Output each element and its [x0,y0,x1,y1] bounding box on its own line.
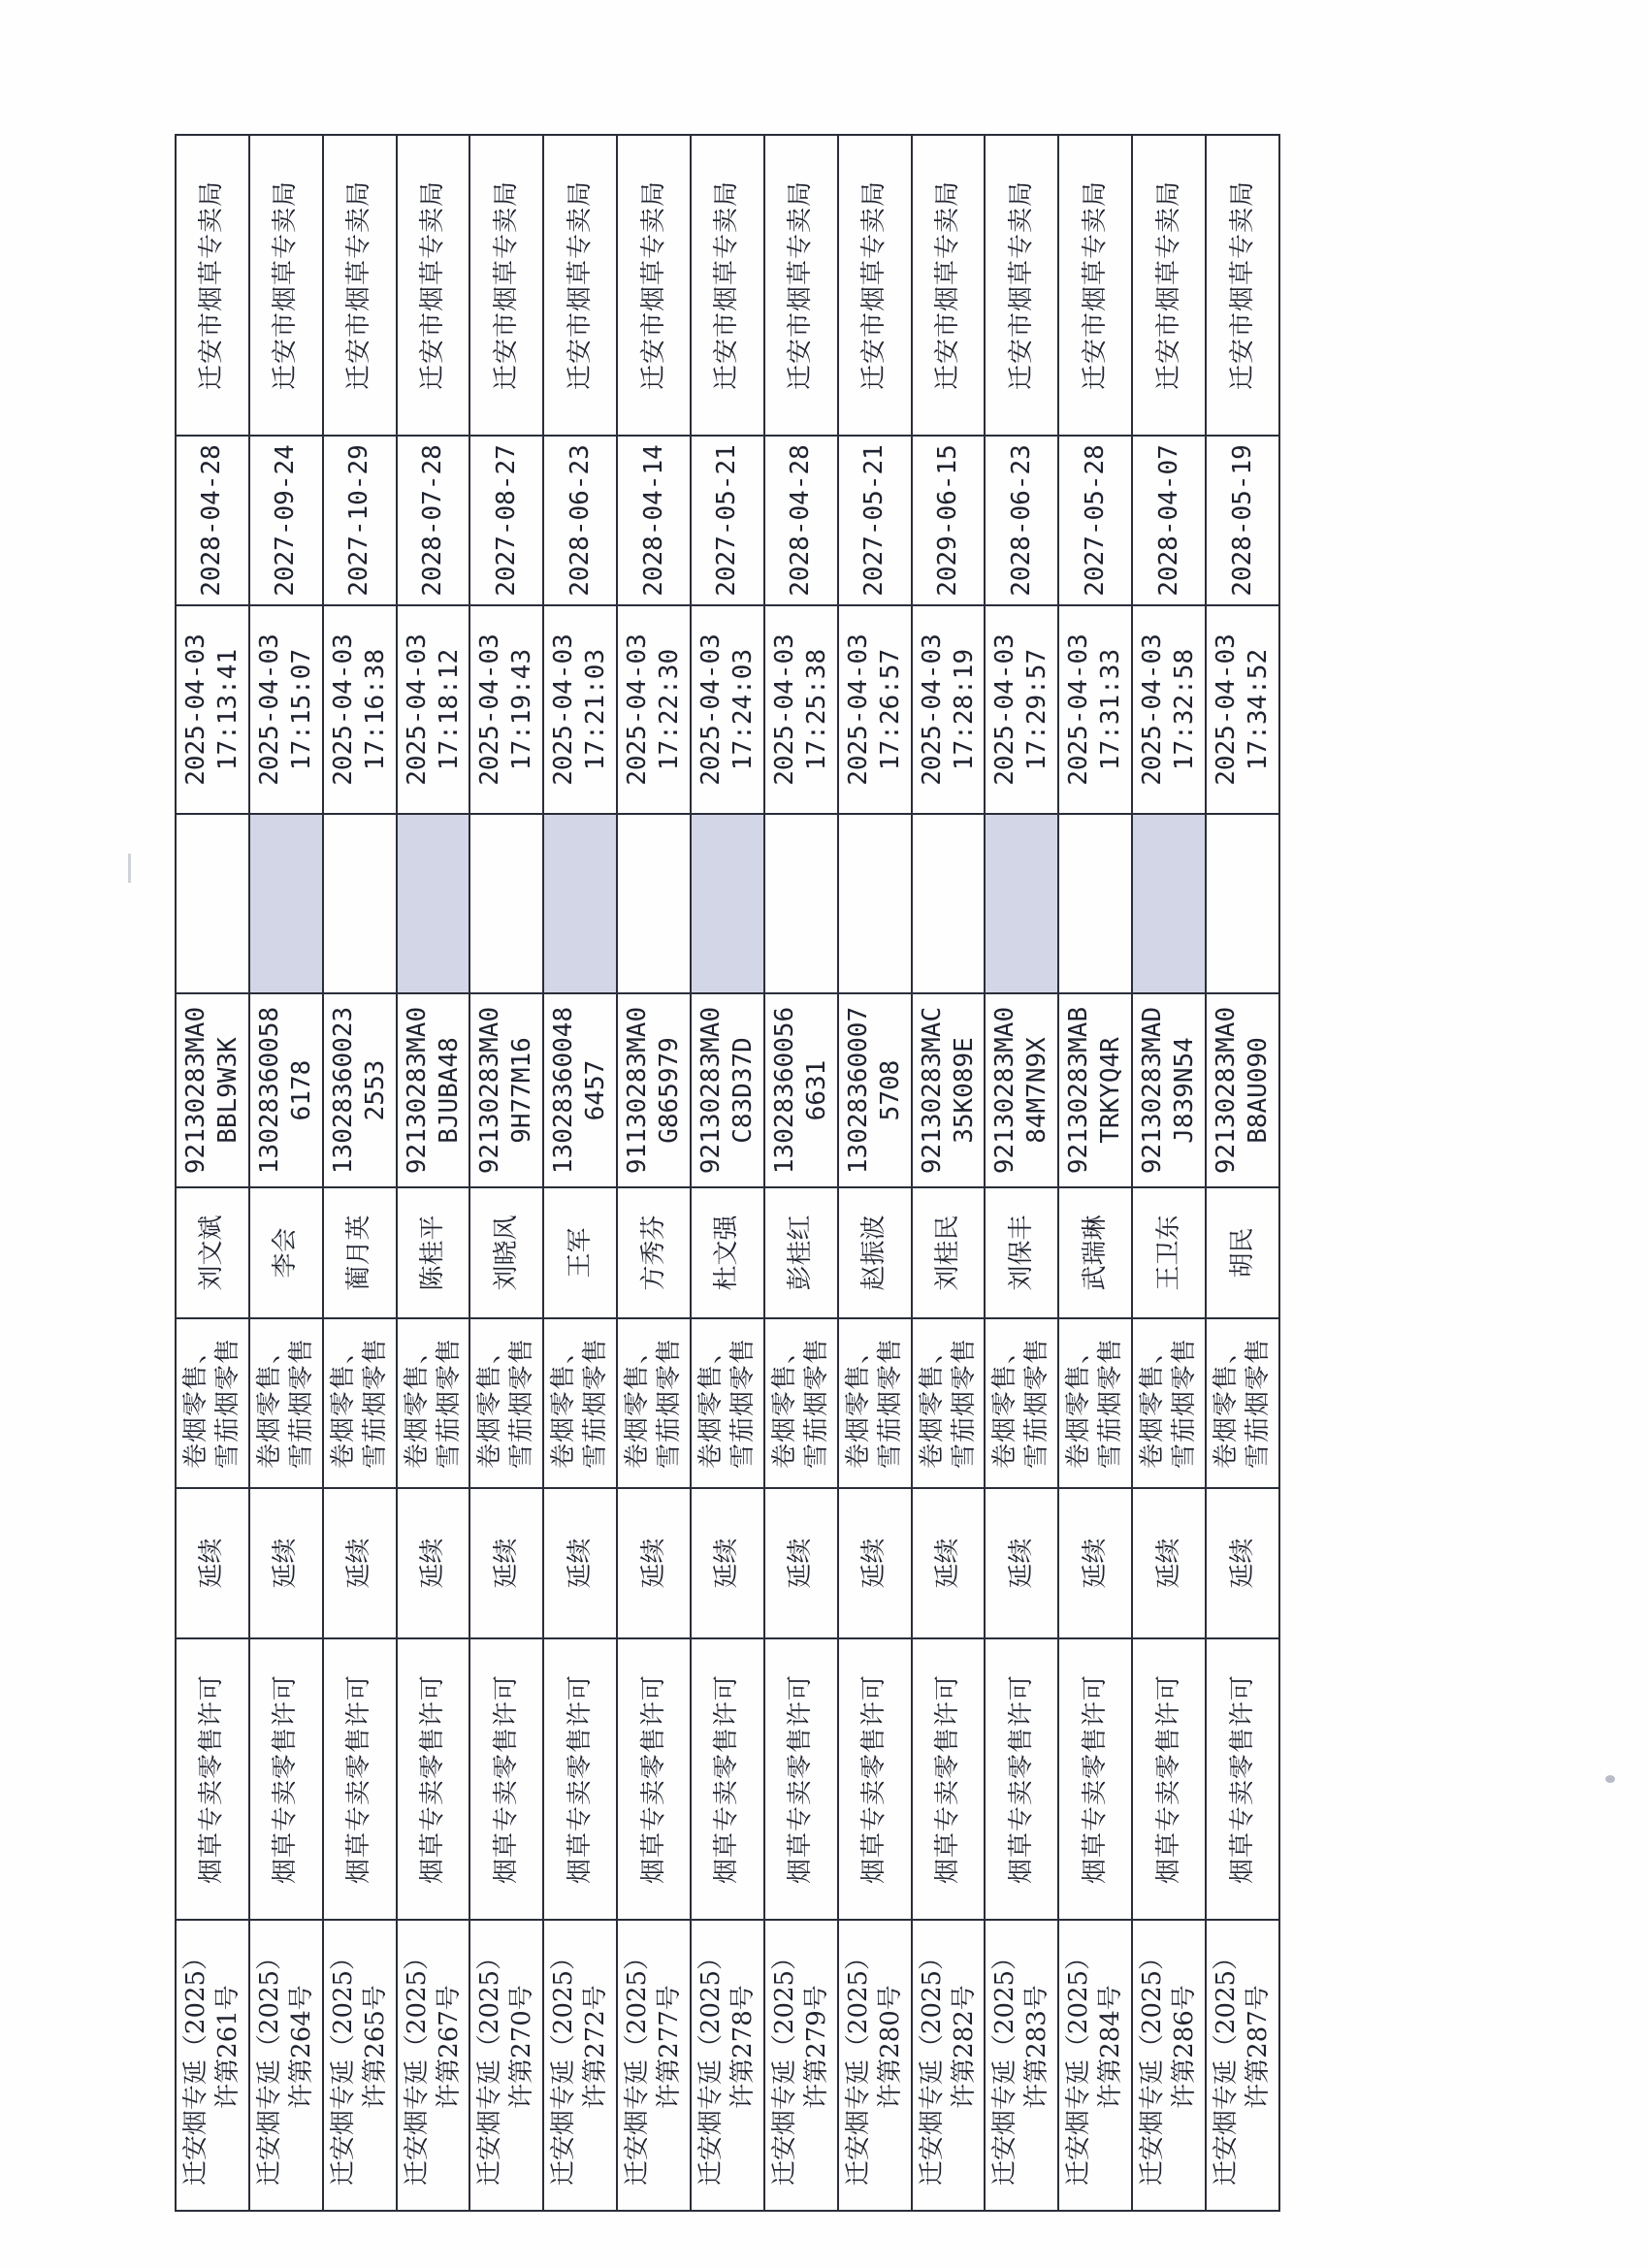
credit-code-line: J839N54 [1170,1037,1200,1144]
credit-code-line: 92130283MA0 [402,1006,432,1175]
operator-name-cell: 杜文强 [691,1187,764,1318]
processed-date: 2025-04-03 [769,633,799,786]
permit-number-cell [1132,1920,1206,2211]
credit-code-line: 13028360056 [769,1006,799,1175]
scope-line: 雪茄烟零售 [1096,1338,1126,1470]
permit-number-cell [323,1920,397,2211]
credit-code-line: 5708 [875,1059,905,1121]
action-cell: 延续 [1058,1488,1132,1638]
credit-code-line: 13028360023 [328,1006,358,1175]
permit-number: 许第287号 [1244,1985,1274,2109]
processed-datetime-cell [985,605,1058,814]
action-cell: 延续 [323,1488,397,1638]
permit-type-cell: 烟草专卖零售许可 [323,1638,397,1920]
expiry-date-cell: 2027-08-27 [469,436,543,605]
redacted-cell [912,814,986,993]
permit-number-prefix: 迁安烟专延（2025） [843,1944,873,2187]
permit-table-body [176,135,1279,2211]
credit-code-cell [838,993,912,1187]
permit-number-cell [985,1920,1058,2211]
permit-type-cell: 烟草专卖零售许可 [469,1638,543,1920]
processed-date: 2025-04-03 [843,633,873,786]
permit-number-cell [543,1920,617,2211]
credit-code-line: BJUBA48 [434,1037,464,1144]
processed-time: 17:13:41 [212,648,242,771]
action-cell: 延续 [469,1488,543,1638]
permit-number-prefix: 迁安烟专延（2025） [917,1944,947,2187]
table-row [691,135,764,2211]
credit-code-line: 35K089E [949,1037,979,1144]
table-row [1058,135,1132,2211]
redacted-cell [764,814,838,993]
action-cell: 延续 [691,1488,764,1638]
expiry-date-cell: 2027-05-28 [1058,436,1132,605]
processed-time: 17:16:38 [360,648,390,771]
credit-code-cell [912,993,986,1187]
credit-code-line: 6178 [286,1059,316,1121]
issuing-authority-cell: 迁安市烟草专卖局 [323,135,397,436]
processed-date: 2025-04-03 [1138,633,1168,786]
scope-line: 卷烟零售、 [254,1338,284,1470]
permit-number: 许第267号 [434,1985,464,2109]
operator-name-cell: 刘保丰 [985,1187,1058,1318]
permit-number-cell [469,1920,543,2211]
permit-number: 许第286号 [1170,1985,1200,2109]
processed-datetime-cell [323,605,397,814]
processed-datetime-cell [912,605,986,814]
processed-datetime-cell [176,605,249,814]
business-scope-cell [764,1318,838,1488]
processed-date: 2025-04-03 [549,633,579,786]
permit-number-cell [1206,1920,1279,2211]
business-scope-cell [691,1318,764,1488]
processed-time: 17:26:57 [875,648,905,771]
table-row [249,135,323,2211]
operator-name-cell: 方秀芬 [617,1187,691,1318]
redacted-cell [543,814,617,993]
operator-name-cell: 蔺月英 [323,1187,397,1318]
permit-number-prefix: 迁安烟专延（2025） [1212,1944,1242,2187]
operator-name-cell: 刘桂民 [912,1187,986,1318]
permit-number-cell [764,1920,838,2211]
permit-number-cell [249,1920,323,2211]
processed-time: 17:22:30 [655,648,685,771]
permit-type-cell: 烟草专卖零售许可 [397,1638,470,1920]
processed-date: 2025-04-03 [1212,633,1242,786]
action-cell: 延续 [985,1488,1058,1638]
credit-code-line: 92130283MAB [1064,1006,1094,1175]
expiry-date-cell: 2027-05-21 [838,436,912,605]
scope-line: 卷烟零售、 [843,1338,873,1470]
scope-line: 卷烟零售、 [328,1338,358,1470]
permit-number: 许第272号 [581,1985,611,2109]
permit-number-prefix: 迁安烟专延（2025） [990,1944,1020,2187]
permit-number: 许第283号 [1022,1985,1052,2109]
scope-line: 卷烟零售、 [990,1338,1020,1470]
business-scope-cell [912,1318,986,1488]
processed-date: 2025-04-03 [254,633,284,786]
permit-type-cell: 烟草专卖零售许可 [543,1638,617,1920]
action-cell: 延续 [1132,1488,1206,1638]
credit-code-line: 92130283MA0 [1212,1006,1242,1175]
permit-type-cell: 烟草专卖零售许可 [838,1638,912,1920]
credit-code-line: 92130283MA0 [180,1006,210,1175]
action-cell: 延续 [176,1488,249,1638]
issuing-authority-cell: 迁安市烟草专卖局 [176,135,249,436]
table-row [1206,135,1279,2211]
credit-code-line: 92130283MAC [917,1006,947,1175]
operator-name-cell: 李会 [249,1187,323,1318]
scope-line: 雪茄烟零售 [581,1338,611,1470]
business-scope-cell [617,1318,691,1488]
credit-code-line: 84M7N9X [1022,1037,1052,1144]
table-row [323,135,397,2211]
issuing-authority-cell: 迁安市烟草专卖局 [838,135,912,436]
permit-number-cell [1058,1920,1132,2211]
scan-speck [1605,1775,1615,1783]
permit-number-prefix: 迁安烟专延（2025） [549,1944,579,2187]
business-scope-cell [397,1318,470,1488]
expiry-date-cell: 2028-06-23 [985,436,1058,605]
business-scope-cell [838,1318,912,1488]
permit-type-cell: 烟草专卖零售许可 [1132,1638,1206,1920]
issuing-authority-cell: 迁安市烟草专卖局 [249,135,323,436]
business-scope-cell [1206,1318,1279,1488]
scope-line: 雪茄烟零售 [875,1338,905,1470]
processed-time: 17:24:03 [728,648,758,771]
credit-code-cell [764,993,838,1187]
redacted-cell [617,814,691,993]
action-cell: 延续 [838,1488,912,1638]
business-scope-cell [543,1318,617,1488]
processed-time: 17:31:33 [1096,648,1126,771]
permit-type-cell: 烟草专卖零售许可 [1058,1638,1132,1920]
permit-number: 许第265号 [360,1985,390,2109]
scope-line: 雪茄烟零售 [1244,1338,1274,1470]
processed-time: 17:28:19 [949,648,979,771]
scope-line: 卷烟零售、 [695,1338,726,1470]
processed-datetime-cell [1132,605,1206,814]
processed-datetime-cell [691,605,764,814]
expiry-date-cell: 2027-05-21 [691,436,764,605]
permit-number-prefix: 迁安烟专延（2025） [769,1944,799,2187]
processed-datetime-cell [1206,605,1279,814]
permit-number-prefix: 迁安烟专延（2025） [180,1944,210,2187]
processed-datetime-cell [1058,605,1132,814]
credit-code-line: B8AU090 [1244,1037,1274,1144]
credit-code-line: 92130283MA0 [475,1006,505,1175]
permit-number: 许第282号 [949,1985,979,2109]
table-row [1132,135,1206,2211]
table-row [543,135,617,2211]
scope-line: 卷烟零售、 [1212,1338,1242,1470]
redacted-cell [985,814,1058,993]
processed-date: 2025-04-03 [990,633,1020,786]
permit-type-cell: 烟草专卖零售许可 [764,1638,838,1920]
redacted-cell [469,814,543,993]
expiry-date-cell: 2028-04-28 [764,436,838,605]
scope-line: 卷烟零售、 [769,1338,799,1470]
action-cell: 延续 [543,1488,617,1638]
scope-line: 雪茄烟零售 [1022,1338,1052,1470]
issuing-authority-cell: 迁安市烟草专卖局 [1132,135,1206,436]
issuing-authority-cell: 迁安市烟草专卖局 [691,135,764,436]
table-row [912,135,986,2211]
operator-name-cell: 陈桂平 [397,1187,470,1318]
scope-line: 雪茄烟零售 [212,1338,242,1470]
issuing-authority-cell: 迁安市烟草专卖局 [912,135,986,436]
business-scope-cell [469,1318,543,1488]
table-row [469,135,543,2211]
permit-number: 许第261号 [212,1985,242,2109]
credit-code-cell [249,993,323,1187]
expiry-date-cell: 2028-04-07 [1132,436,1206,605]
credit-code-cell [543,993,617,1187]
processed-time: 17:21:03 [581,648,611,771]
permit-number-cell [397,1920,470,2211]
processed-time: 17:15:07 [286,648,316,771]
redacted-cell [176,814,249,993]
action-cell: 延续 [912,1488,986,1638]
permit-type-cell: 烟草专卖零售许可 [912,1638,986,1920]
permit-number-cell [912,1920,986,2211]
permit-type-cell: 烟草专卖零售许可 [691,1638,764,1920]
permit-number-prefix: 迁安烟专延（2025） [695,1944,726,2187]
permit-number: 许第264号 [286,1985,316,2109]
expiry-date-cell: 2028-04-28 [176,436,249,605]
action-cell: 延续 [249,1488,323,1638]
credit-code-line: BBL9W3K [212,1037,242,1144]
issuing-authority-cell: 迁安市烟草专卖局 [397,135,470,436]
action-cell: 延续 [1206,1488,1279,1638]
permit-number-prefix: 迁安烟专延（2025） [1138,1944,1168,2187]
scope-line: 卷烟零售、 [402,1338,432,1470]
processed-time: 17:18:12 [434,648,464,771]
credit-code-line: 6457 [581,1059,611,1121]
permit-type-cell: 烟草专卖零售许可 [1206,1638,1279,1920]
table-row [176,135,249,2211]
processed-datetime-cell [397,605,470,814]
credit-code-cell [691,993,764,1187]
processed-datetime-cell [764,605,838,814]
credit-code-line: 9H77M16 [507,1037,537,1144]
action-cell: 延续 [397,1488,470,1638]
permit-number: 许第279号 [801,1985,831,2109]
issuing-authority-cell: 迁安市烟草专卖局 [764,135,838,436]
credit-code-cell [176,993,249,1187]
scope-line: 卷烟零售、 [1064,1338,1094,1470]
processed-date: 2025-04-03 [917,633,947,786]
permit-number-prefix: 迁安烟专延（2025） [1064,1944,1094,2187]
permit-number: 许第280号 [875,1985,905,2109]
processed-date: 2025-04-03 [402,633,432,786]
table-row [985,135,1058,2211]
business-scope-cell [249,1318,323,1488]
credit-code-line: 13028360058 [254,1006,284,1175]
credit-code-line: 6631 [801,1059,831,1121]
permit-number-prefix: 迁安烟专延（2025） [328,1944,358,2187]
credit-code-line: 92130283MA0 [695,1006,726,1175]
credit-code-line: G865979 [655,1037,685,1144]
table-row [764,135,838,2211]
scope-line: 雪茄烟零售 [360,1338,390,1470]
expiry-date-cell: 2027-10-29 [323,436,397,605]
redacted-cell [397,814,470,993]
scope-line: 雪茄烟零售 [801,1338,831,1470]
operator-name-cell: 王军 [543,1187,617,1318]
scope-line: 卷烟零售、 [917,1338,947,1470]
permit-number: 许第278号 [728,1985,758,2109]
operator-name-cell: 武瑞琳 [1058,1187,1132,1318]
permit-table [175,134,1280,2212]
credit-code-line: TRKYQ4R [1096,1037,1126,1144]
permit-number-prefix: 迁安烟专延（2025） [402,1944,432,2187]
issuing-authority-cell: 迁安市烟草专卖局 [543,135,617,436]
operator-name-cell: 刘晓风 [469,1187,543,1318]
permit-number-prefix: 迁安烟专延（2025） [254,1944,284,2187]
table-row [617,135,691,2211]
credit-code-cell [1058,993,1132,1187]
table-row [838,135,912,2211]
scan-speck [128,854,131,883]
scope-line: 卷烟零售、 [549,1338,579,1470]
permit-number: 许第284号 [1096,1985,1126,2109]
scope-line: 雪茄烟零售 [1170,1338,1200,1470]
processed-time: 17:19:43 [507,648,537,771]
credit-code-line: 92130283MAD [1138,1006,1168,1175]
credit-code-cell [397,993,470,1187]
permit-number: 许第270号 [507,1985,537,2109]
business-scope-cell [1058,1318,1132,1488]
expiry-date-cell: 2028-07-28 [397,436,470,605]
credit-code-line: 91130283MA0 [623,1006,653,1175]
permit-number-cell [691,1920,764,2211]
issuing-authority-cell: 迁安市烟草专卖局 [985,135,1058,436]
permit-number-cell [838,1920,912,2211]
redacted-cell [1058,814,1132,993]
credit-code-line: 13028360048 [549,1006,579,1175]
business-scope-cell [985,1318,1058,1488]
scope-line: 卷烟零售、 [475,1338,505,1470]
business-scope-cell [176,1318,249,1488]
action-cell: 延续 [764,1488,838,1638]
permit-type-cell: 烟草专卖零售许可 [176,1638,249,1920]
scope-line: 卷烟零售、 [180,1338,210,1470]
credit-code-cell [617,993,691,1187]
issuing-authority-cell: 迁安市烟草专卖局 [1058,135,1132,436]
scope-line: 雪茄烟零售 [655,1338,685,1470]
credit-code-line: 2553 [360,1059,390,1121]
issuing-authority-cell: 迁安市烟草专卖局 [469,135,543,436]
processed-date: 2025-04-03 [695,633,726,786]
redacted-cell [691,814,764,993]
redacted-cell [1132,814,1206,993]
action-cell: 延续 [617,1488,691,1638]
expiry-date-cell: 2028-04-14 [617,436,691,605]
credit-code-line: 13028360007 [843,1006,873,1175]
scope-line: 雪茄烟零售 [728,1338,758,1470]
expiry-date-cell: 2028-06-23 [543,436,617,605]
processed-time: 17:32:58 [1170,648,1200,771]
redacted-cell [323,814,397,993]
credit-code-cell [1132,993,1206,1187]
expiry-date-cell: 2028-05-19 [1206,436,1279,605]
processed-time: 17:34:52 [1244,648,1274,771]
scope-line: 卷烟零售、 [623,1338,653,1470]
redacted-cell [1206,814,1279,993]
permit-number-cell [617,1920,691,2211]
permit-number-prefix: 迁安烟专延（2025） [623,1944,653,2187]
credit-code-line: C83D37D [728,1037,758,1144]
permit-type-cell: 烟草专卖零售许可 [249,1638,323,1920]
operator-name-cell: 赵振波 [838,1187,912,1318]
operator-name-cell: 胡民 [1206,1187,1279,1318]
processed-datetime-cell [543,605,617,814]
permit-type-cell: 烟草专卖零售许可 [985,1638,1058,1920]
issuing-authority-cell: 迁安市烟草专卖局 [1206,135,1279,436]
credit-code-cell [1206,993,1279,1187]
scope-line: 雪茄烟零售 [949,1338,979,1470]
rotated-table-wrapper [175,136,1280,2212]
permit-number-cell [176,1920,249,2211]
operator-name-cell: 彭桂红 [764,1187,838,1318]
scope-line: 雪茄烟零售 [507,1338,537,1470]
operator-name-cell: 王卫东 [1132,1187,1206,1318]
processed-time: 17:25:38 [801,648,831,771]
credit-code-cell [985,993,1058,1187]
processed-time: 17:29:57 [1022,648,1052,771]
processed-datetime-cell [838,605,912,814]
table-row [397,135,470,2211]
operator-name-cell: 刘文斌 [176,1187,249,1318]
redacted-cell [249,814,323,993]
processed-date: 2025-04-03 [623,633,653,786]
processed-date: 2025-04-03 [1064,633,1094,786]
processed-date: 2025-04-03 [180,633,210,786]
expiry-date-cell: 2027-09-24 [249,436,323,605]
redacted-cell [838,814,912,993]
processed-datetime-cell [617,605,691,814]
issuing-authority-cell: 迁安市烟草专卖局 [617,135,691,436]
permit-number: 许第277号 [655,1985,685,2109]
processed-datetime-cell [249,605,323,814]
business-scope-cell [323,1318,397,1488]
processed-date: 2025-04-03 [475,633,505,786]
permit-number-prefix: 迁安烟专延（2025） [475,1944,505,2187]
processed-datetime-cell [469,605,543,814]
credit-code-cell [323,993,397,1187]
credit-code-cell [469,993,543,1187]
scope-line: 卷烟零售、 [1138,1338,1168,1470]
permit-type-cell: 烟草专卖零售许可 [617,1638,691,1920]
processed-date: 2025-04-03 [328,633,358,786]
scope-line: 雪茄烟零售 [434,1338,464,1470]
scope-line: 雪茄烟零售 [286,1338,316,1470]
credit-code-line: 92130283MA0 [990,1006,1020,1175]
expiry-date-cell: 2029-06-15 [912,436,986,605]
business-scope-cell [1132,1318,1206,1488]
